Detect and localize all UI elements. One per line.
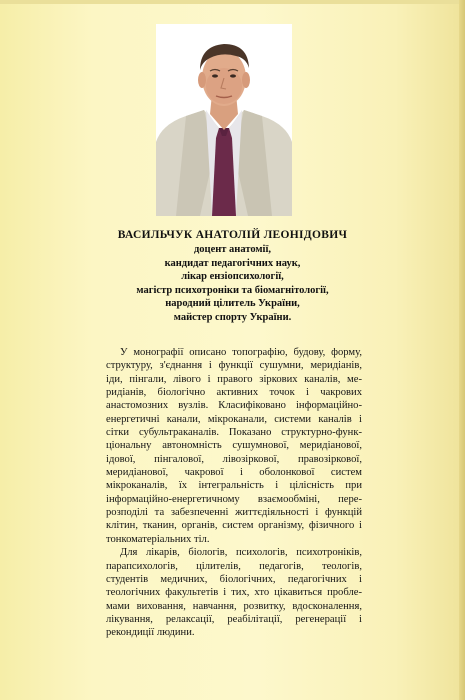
text-line: Для лікарів, біологів, психологів, психотроніків, [120, 547, 362, 559]
cover-right-edge [459, 0, 465, 700]
cover-top-edge [0, 0, 465, 4]
text-line: меридіанової, чакрової і оболонкової систем [106, 467, 362, 479]
text-line: ціональну автономність сушумнової, меридіанової, [106, 440, 362, 452]
text-line: анастомозних вузлів. Класифіковано інформаційно- [106, 400, 362, 412]
text-line: теологічних факультетів і тих, хто цікавиться пробле- [106, 587, 362, 599]
text-line: мами виховання, навчання, розвитку, вдосконалення, [106, 600, 362, 612]
text-line: тонкоматеріальних тіл. [106, 533, 210, 545]
text-line: рекондиції людини. [106, 627, 195, 639]
credential-line: народний цілитель України, [165, 298, 300, 310]
credential-line: майстер спорту України. [173, 311, 292, 323]
text-line: енергетичні канали, мікроканали, системи каналів і [106, 413, 362, 425]
text-line: ридіанів, біологічно активних точок і чакрових [106, 387, 362, 399]
text-line: парапсихологів, цілителів, педагогів, теологів, [106, 560, 362, 572]
text-line: мікроканалів, їх інтегральність і цілісність при [106, 480, 362, 492]
author-name: ВАСИЛЬЧУК АНАТОЛІЙ ЛЕОНІДОВИЧ [117, 229, 348, 241]
text-line: структуру, з'єднання і функції сушумни, меридіанів, [106, 360, 362, 372]
text-line: розподілі та забезпеченні життєдіяльності і функцій [106, 507, 362, 519]
text-line: ідової, пінгалової, лівозіркової, правозіркової, [106, 453, 362, 465]
credential-line: лікар ензіопсихології, [181, 271, 284, 283]
author-photo [156, 24, 292, 216]
description-paragraph-1 [106, 346, 362, 546]
text-line: сітки субультраканалів. Показано структурно-функ- [106, 427, 362, 439]
text-line: клітин, тканин, органів, систем організму, фізичного і [106, 520, 362, 532]
author-portrait-image [156, 24, 292, 216]
text-line: інформаційно-енергетичному взаємообміні, пере- [106, 493, 362, 505]
description-paragraph-2 [106, 546, 362, 639]
text-line: студентів медичних, біологічних, педагогічних і [106, 573, 362, 585]
text-line: У монографії описано топографію, будову, форму, [120, 347, 362, 358]
text-line: іди, пінгали, лівого і правого зіркових каналів, ме- [106, 373, 362, 385]
book-description [106, 346, 362, 640]
credential-line: магістр психотроніки та біомагнітології, [136, 284, 329, 296]
text-line: лікування, релаксації, реабілітації, регенерації і [106, 613, 362, 625]
credential-line: доцент анатомії, [193, 244, 272, 255]
credential-line: кандидат педагогічних наук, [164, 257, 301, 269]
author-info [40, 228, 425, 325]
